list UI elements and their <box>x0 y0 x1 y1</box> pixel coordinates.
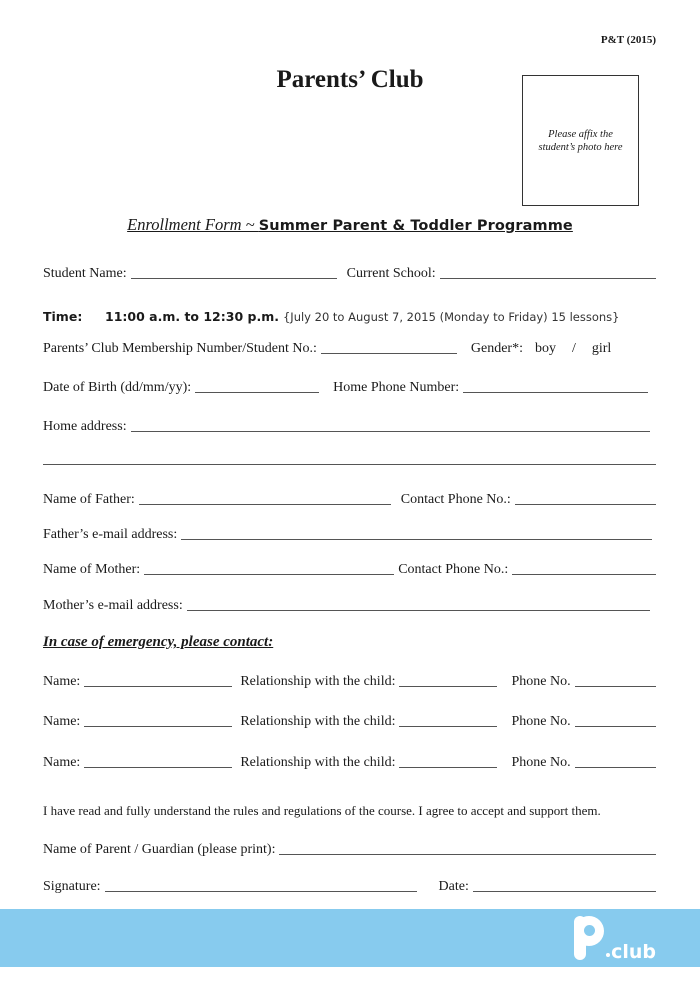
emergency-phone-label: Phone No. <box>511 674 571 689</box>
signature-row <box>43 875 656 895</box>
home-address-field-line2[interactable] <box>43 464 656 465</box>
relationship-label: Relationship with the child: <box>240 674 396 689</box>
emergency-name-field[interactable] <box>84 767 232 768</box>
logo-p-icon <box>574 916 604 960</box>
dob-label: Date of Birth (dd/mm/yy): <box>43 380 192 395</box>
photo-placeholder-box <box>522 75 639 206</box>
emergency-name-label: Name: <box>43 674 81 689</box>
relationship-label: Relationship with the child: <box>240 755 396 770</box>
gender-option-girl[interactable]: girl <box>591 341 612 356</box>
form-code: P&T (2015) <box>600 34 656 46</box>
mother-name-field[interactable] <box>144 574 394 575</box>
emergency-name-label: Name: <box>43 755 81 770</box>
gender-separator: / <box>571 341 576 356</box>
photo-instructions: Please affix the student’s photo here <box>538 128 623 153</box>
emergency-phone-field[interactable] <box>575 726 656 727</box>
emergency-heading: In case of emergency, please contact: <box>43 634 274 650</box>
signature-label: Signature: <box>43 879 101 894</box>
home-phone-field[interactable] <box>463 392 648 393</box>
logo-text: club <box>611 941 656 963</box>
emergency-contact-row <box>43 751 656 771</box>
emergency-contact-row <box>43 670 656 690</box>
signature-field[interactable] <box>105 891 417 892</box>
subtitle-prefix: Enrollment Form ~ <box>127 215 259 234</box>
gender-option-boy[interactable]: boy <box>534 341 556 356</box>
dob-row <box>43 376 656 396</box>
current-school-label: Current School: <box>346 266 436 281</box>
time-hours: 11:00 a.m. to 12:30 p.m. <box>105 309 279 324</box>
father-email-field[interactable] <box>181 539 652 540</box>
pclub-logo <box>574 916 656 963</box>
address-row <box>43 415 656 435</box>
declaration-row <box>43 799 656 819</box>
emergency-name-field[interactable] <box>84 686 232 687</box>
declaration-text: I have read and fully understand the rules and regulations of the course. I agree to accept and support them. <box>43 803 601 818</box>
relationship-label: Relationship with the child: <box>240 714 396 729</box>
programme-name: Summer Parent & Toddler Programme <box>258 218 573 234</box>
page-title-text: Parents’ Club <box>276 66 424 93</box>
date-label: Date: <box>438 879 469 894</box>
relationship-field[interactable] <box>399 767 497 768</box>
student-name-field[interactable] <box>131 278 337 279</box>
emergency-name-field[interactable] <box>84 726 232 727</box>
father-phone-label: Contact Phone No.: <box>400 492 511 507</box>
address-row-2 <box>43 448 656 468</box>
mother-name-label: Name of Mother: <box>43 562 141 577</box>
emergency-name-label: Name: <box>43 714 81 729</box>
home-phone-label: Home Phone Number: <box>333 380 460 395</box>
time-details: {July 20 to August 7, 2015 (Monday to Friday) 15 lessons} <box>282 310 620 324</box>
father-name-field[interactable] <box>139 504 391 505</box>
emergency-phone-label: Phone No. <box>511 755 571 770</box>
membership-row <box>43 337 656 357</box>
father-email-row <box>43 523 656 543</box>
guardian-name-label: Name of Parent / Guardian (please print): <box>43 842 276 857</box>
relationship-field[interactable] <box>399 686 497 687</box>
membership-number-field[interactable] <box>321 353 457 354</box>
mother-phone-label: Contact Phone No.: <box>398 562 509 577</box>
guardian-row <box>43 838 656 858</box>
relationship-field[interactable] <box>399 726 497 727</box>
guardian-name-field[interactable] <box>279 854 656 855</box>
time-row <box>43 305 656 325</box>
father-row <box>43 488 656 508</box>
emergency-phone-label: Phone No. <box>511 714 571 729</box>
form-subtitle <box>0 215 700 235</box>
emergency-contact-row <box>43 710 656 730</box>
mother-email-field[interactable] <box>187 610 650 611</box>
time-label: Time: <box>43 309 83 324</box>
footer-banner <box>0 909 700 967</box>
father-phone-field[interactable] <box>515 504 656 505</box>
father-name-label: Name of Father: <box>43 492 135 507</box>
mother-email-label: Mother’s e-mail address: <box>43 598 183 613</box>
home-address-field-line1[interactable] <box>131 431 650 432</box>
gender-label: Gender*: <box>470 341 523 356</box>
emergency-phone-field[interactable] <box>575 686 656 687</box>
emergency-phone-field[interactable] <box>575 767 656 768</box>
student-name-label: Student Name: <box>43 266 127 281</box>
mother-email-row <box>43 594 656 614</box>
dob-field[interactable] <box>195 392 319 393</box>
logo-dot-icon <box>606 953 610 957</box>
mother-row <box>43 558 656 578</box>
mother-phone-field[interactable] <box>512 574 656 575</box>
date-field[interactable] <box>473 891 656 892</box>
father-email-label: Father’s e-mail address: <box>43 527 178 542</box>
student-row <box>43 262 656 282</box>
home-address-label: Home address: <box>43 419 127 434</box>
membership-label: Parents’ Club Membership Number/Student No.: <box>43 341 317 356</box>
gender-options <box>535 341 611 357</box>
current-school-field[interactable] <box>440 278 656 279</box>
